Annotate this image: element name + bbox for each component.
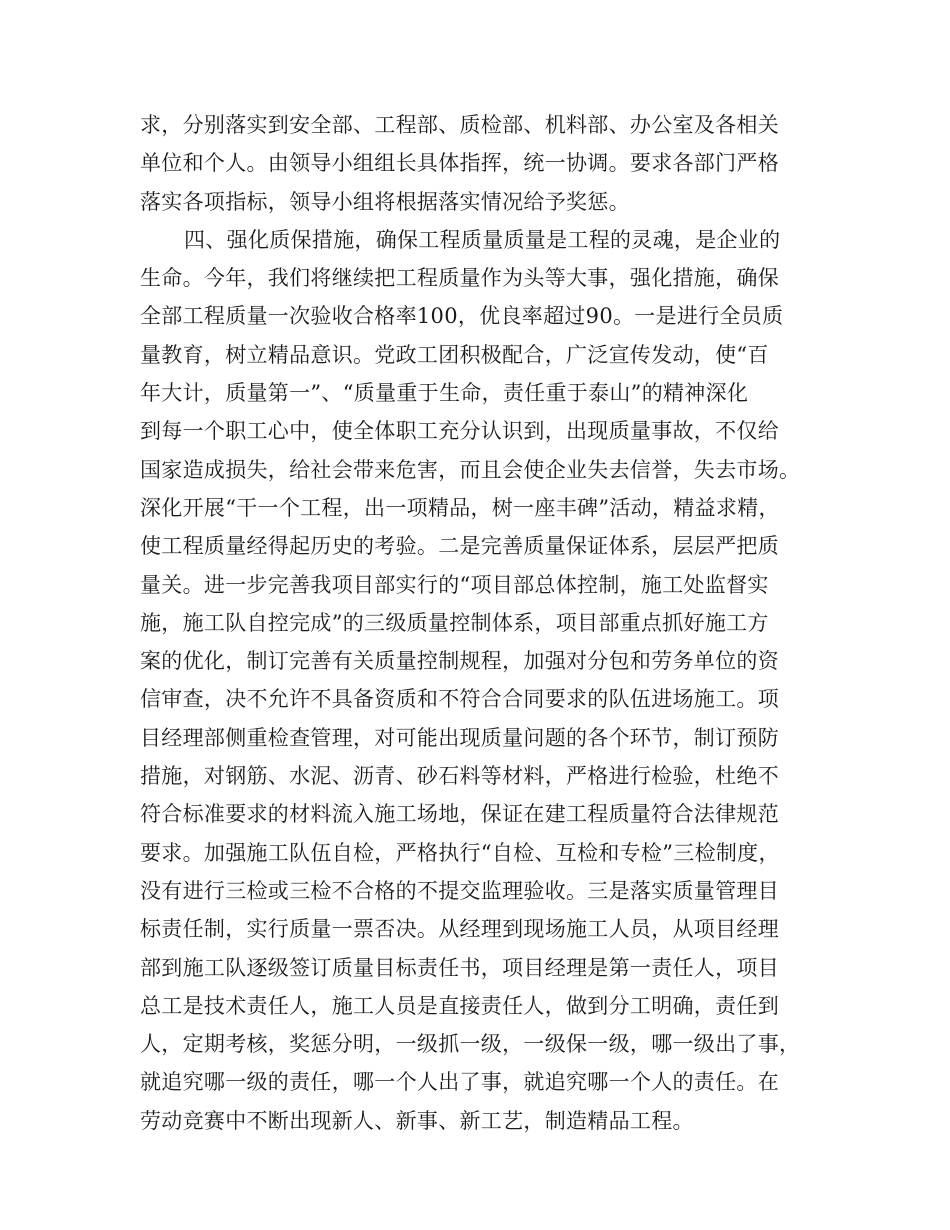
text-line: 部到施工队逐级签订质量目标责任书，项目经理是第一责任人，项目: [140, 955, 779, 980]
text-line: 国家造成损失，给社会带来危害，而且会使企业失去信誉，失去市场。: [140, 457, 801, 482]
text-line: 信审查，决不允许不具备资质和不符合合同要求的队伍进场施工。项: [140, 687, 779, 712]
text-line: 深化开展“干一个工程，出一项精品，树一座丰碑”活动，精益求精，: [140, 495, 780, 520]
text-line: 全部工程质量一次验收合格率100，优良率超过90。一是进行全员质: [140, 304, 784, 329]
text-line: 施，施工队自控完成”的三级质量控制体系，项目部重点抓好施工方: [140, 610, 769, 635]
section-heading-line: 四、强化质保措施，确保工程质量质量是工程的灵魂，是企业的: [184, 227, 781, 252]
text-line: 就追究哪一级的责任，哪一个人出了事，就追究哪一个人的责任。在: [140, 1070, 779, 1095]
text-line: 落实各项指标，领导小组将根据落实情况给予奖惩。: [140, 189, 630, 214]
text-line: 符合标准要求的材料流入施工场地，保证在建工程质量符合法律规范: [140, 802, 779, 827]
text-line: 总工是技术责任人，施工人员是直接责任人，做到分工明确，责任到: [140, 993, 779, 1018]
text-line: 量关。进一步完善我项目部实行的“项目部总体控制，施工处监督实: [140, 572, 769, 597]
text-line: 标责任制，实行质量一票否决。从经理到现场施工人员，从项目经理: [140, 917, 779, 942]
text-line: 年大计，质量第一”、“质量重于生命，责任重于泰山”的精神深化: [140, 381, 749, 406]
text-line: 求，分别落实到安全部、工程部、质检部、机料部、办公室及各相关: [140, 113, 779, 137]
text-line: 没有进行三检或三检不合格的不提交监理验收。三是落实质量管理目: [140, 878, 779, 903]
text-line: 目经理部侧重检查管理，对可能出现质量问题的各个环节，制订预防: [140, 725, 779, 750]
text-line: 到每一个职工心中，使全体职工充分认识到，出现质量事故，不仅给: [140, 419, 779, 444]
text-line: 生命。今年，我们将继续把工程质量作为头等大事，强化措施，确保: [140, 266, 779, 291]
body-text: [140, 106, 810, 1140]
text-line: 要求。加强施工队伍自检，严格执行“自检、互检和专检”三检制度，: [140, 840, 780, 865]
text-line: 单位和个人。由领导小组组长具体指挥，统一协调。要求各部门严格: [140, 151, 779, 176]
text-line: 劳动竞赛中不断出现新人、新事、新工艺，制造精品工程。: [140, 1108, 694, 1133]
text-line: 措施，对钢筋、水泥、沥青、砂石料等材料，严格进行检验，杜绝不: [140, 764, 779, 789]
text-line: 案的优化，制订完善有关质量控制规程，加强对分包和劳务单位的资: [140, 649, 779, 674]
text-line: 使工程质量经得起历史的考验。二是完善质量保证体系，层层严把质: [140, 534, 779, 559]
text-line: 人，定期考核，奖惩分明，一级抓一级，一级保一级，哪一级出了事，: [140, 1032, 801, 1057]
text-line: 量教育，树立精品意识。党政工团积极配合，广泛宣传发动，使“百: [140, 342, 769, 367]
